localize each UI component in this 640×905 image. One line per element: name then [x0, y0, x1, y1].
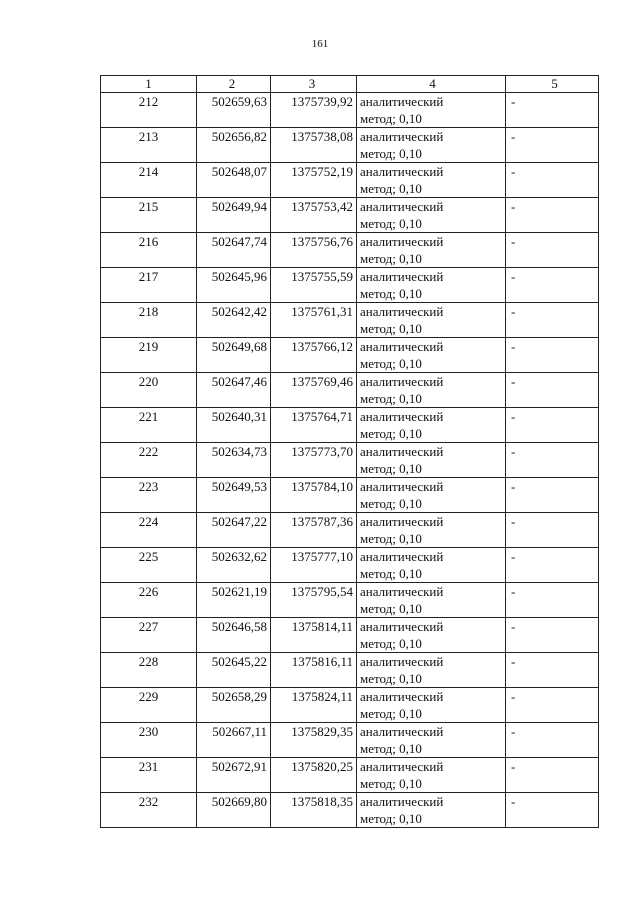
table-row	[101, 793, 599, 828]
method-line-1: аналитический	[360, 129, 444, 144]
note-cell: -	[506, 373, 599, 408]
method-cell	[357, 513, 506, 548]
note-cell: -	[506, 583, 599, 618]
method-cell	[357, 478, 506, 513]
table-row	[101, 268, 599, 303]
coordinate-x-cell: 502649,94	[197, 198, 271, 233]
method-line-1: аналитический	[360, 374, 444, 389]
method-cell	[357, 408, 506, 443]
page-number: 161	[311, 38, 329, 50]
header-col-5: 5	[506, 76, 599, 93]
method-line-2: метод; 0,10	[360, 566, 422, 581]
method-line-2: метод; 0,10	[360, 146, 422, 161]
coordinate-y-cell: 1375824,11	[271, 688, 357, 723]
table-row	[101, 618, 599, 653]
method-line-2: метод; 0,10	[360, 671, 422, 686]
coordinate-y-cell: 1375738,08	[271, 128, 357, 163]
table-row	[101, 443, 599, 478]
point-number-cell: 227	[101, 618, 197, 653]
note-cell: -	[506, 478, 599, 513]
table-row	[101, 93, 599, 128]
table-row	[101, 723, 599, 758]
coordinate-y-cell: 1375820,25	[271, 758, 357, 793]
coordinate-y-cell: 1375814,11	[271, 618, 357, 653]
note-cell: -	[506, 268, 599, 303]
coordinate-y-cell: 1375761,31	[271, 303, 357, 338]
method-line-2: метод; 0,10	[360, 741, 422, 756]
method-cell	[357, 233, 506, 268]
method-line-2: метод; 0,10	[360, 811, 422, 826]
method-line-2: метод; 0,10	[360, 426, 422, 441]
coordinate-y-cell: 1375784,10	[271, 478, 357, 513]
note-cell: -	[506, 758, 599, 793]
method-cell	[357, 443, 506, 478]
coordinate-x-cell: 502656,82	[197, 128, 271, 163]
note-cell: -	[506, 128, 599, 163]
point-number-cell: 218	[101, 303, 197, 338]
coordinate-x-cell: 502642,42	[197, 303, 271, 338]
coordinate-x-cell: 502634,73	[197, 443, 271, 478]
method-cell	[357, 723, 506, 758]
coordinate-y-cell: 1375756,76	[271, 233, 357, 268]
method-line-2: метод; 0,10	[360, 636, 422, 651]
table-header-row	[101, 76, 599, 93]
table-row	[101, 513, 599, 548]
method-line-1: аналитический	[360, 409, 444, 424]
method-line-2: метод; 0,10	[360, 706, 422, 721]
coordinate-y-cell: 1375818,35	[271, 793, 357, 828]
point-number-cell: 212	[101, 93, 197, 128]
table-row	[101, 688, 599, 723]
point-number-cell: 230	[101, 723, 197, 758]
method-line-1: аналитический	[360, 444, 444, 459]
note-cell: -	[506, 793, 599, 828]
coordinate-y-cell: 1375766,12	[271, 338, 357, 373]
note-cell: -	[506, 653, 599, 688]
table-row	[101, 198, 599, 233]
coordinate-y-cell: 1375769,46	[271, 373, 357, 408]
point-number-cell: 226	[101, 583, 197, 618]
method-cell	[357, 758, 506, 793]
point-number-cell: 232	[101, 793, 197, 828]
point-number-cell: 219	[101, 338, 197, 373]
note-cell: -	[506, 163, 599, 198]
coordinate-y-cell: 1375795,54	[271, 583, 357, 618]
point-number-cell: 222	[101, 443, 197, 478]
method-line-2: метод; 0,10	[360, 776, 422, 791]
table-row	[101, 583, 599, 618]
coordinate-x-cell: 502645,22	[197, 653, 271, 688]
point-number-cell: 214	[101, 163, 197, 198]
table-row	[101, 548, 599, 583]
coordinate-x-cell: 502647,22	[197, 513, 271, 548]
note-cell: -	[506, 338, 599, 373]
method-cell	[357, 373, 506, 408]
table-body	[101, 93, 599, 828]
method-cell	[357, 338, 506, 373]
method-line-2: метод; 0,10	[360, 216, 422, 231]
method-cell	[357, 548, 506, 583]
coordinate-x-cell: 502632,62	[197, 548, 271, 583]
method-cell	[357, 163, 506, 198]
method-line-2: метод; 0,10	[360, 461, 422, 476]
method-cell	[357, 618, 506, 653]
point-number-cell: 221	[101, 408, 197, 443]
note-cell: -	[506, 723, 599, 758]
coordinate-x-cell: 502648,07	[197, 163, 271, 198]
coordinate-x-cell: 502667,11	[197, 723, 271, 758]
method-line-2: метод; 0,10	[360, 111, 422, 126]
method-line-2: метод; 0,10	[360, 391, 422, 406]
coordinate-x-cell: 502669,80	[197, 793, 271, 828]
note-cell: -	[506, 408, 599, 443]
method-line-1: аналитический	[360, 759, 444, 774]
header-col-1: 1	[101, 76, 197, 93]
note-cell: -	[506, 198, 599, 233]
note-cell: -	[506, 513, 599, 548]
table-row	[101, 373, 599, 408]
method-line-2: метод; 0,10	[360, 496, 422, 511]
method-line-2: метод; 0,10	[360, 181, 422, 196]
point-number-cell: 229	[101, 688, 197, 723]
point-number-cell: 216	[101, 233, 197, 268]
note-cell: -	[506, 303, 599, 338]
point-number-cell: 223	[101, 478, 197, 513]
header-col-2: 2	[197, 76, 271, 93]
coordinate-x-cell: 502646,58	[197, 618, 271, 653]
coordinate-x-cell: 502659,63	[197, 93, 271, 128]
coordinate-y-cell: 1375739,92	[271, 93, 357, 128]
method-line-1: аналитический	[360, 794, 444, 809]
method-line-2: метод; 0,10	[360, 286, 422, 301]
point-number-cell: 220	[101, 373, 197, 408]
method-line-1: аналитический	[360, 234, 444, 249]
coordinate-x-cell: 502645,96	[197, 268, 271, 303]
coordinate-y-cell: 1375755,59	[271, 268, 357, 303]
method-line-1: аналитический	[360, 164, 444, 179]
method-cell	[357, 268, 506, 303]
coordinate-y-cell: 1375773,70	[271, 443, 357, 478]
method-line-1: аналитический	[360, 724, 444, 739]
coordinate-y-cell: 1375816,11	[271, 653, 357, 688]
method-line-1: аналитический	[360, 584, 444, 599]
note-cell: -	[506, 688, 599, 723]
coordinate-x-cell: 502672,91	[197, 758, 271, 793]
table-row	[101, 758, 599, 793]
coordinate-y-cell: 1375764,71	[271, 408, 357, 443]
point-number-cell: 231	[101, 758, 197, 793]
point-number-cell: 213	[101, 128, 197, 163]
note-cell: -	[506, 443, 599, 478]
table-row	[101, 478, 599, 513]
method-cell	[357, 198, 506, 233]
coordinate-x-cell: 502649,53	[197, 478, 271, 513]
point-number-cell: 215	[101, 198, 197, 233]
coordinates-table	[100, 75, 599, 828]
note-cell: -	[506, 548, 599, 583]
point-number-cell: 224	[101, 513, 197, 548]
coordinate-x-cell: 502658,29	[197, 688, 271, 723]
method-line-1: аналитический	[360, 304, 444, 319]
method-line-2: метод; 0,10	[360, 601, 422, 616]
method-line-2: метод; 0,10	[360, 356, 422, 371]
point-number-cell: 217	[101, 268, 197, 303]
coordinate-x-cell: 502649,68	[197, 338, 271, 373]
method-line-1: аналитический	[360, 479, 444, 494]
method-cell	[357, 583, 506, 618]
method-line-1: аналитический	[360, 619, 444, 634]
method-line-2: метод; 0,10	[360, 251, 422, 266]
method-cell	[357, 303, 506, 338]
table-row	[101, 408, 599, 443]
method-line-2: метод; 0,10	[360, 321, 422, 336]
table-row	[101, 128, 599, 163]
coordinate-y-cell: 1375753,42	[271, 198, 357, 233]
method-cell	[357, 688, 506, 723]
method-line-1: аналитический	[360, 549, 444, 564]
coordinate-x-cell: 502640,31	[197, 408, 271, 443]
method-line-1: аналитический	[360, 514, 444, 529]
coordinate-y-cell: 1375777,10	[271, 548, 357, 583]
method-cell	[357, 128, 506, 163]
method-line-1: аналитический	[360, 689, 444, 704]
table-row	[101, 338, 599, 373]
method-line-1: аналитический	[360, 339, 444, 354]
coordinate-x-cell: 502647,46	[197, 373, 271, 408]
point-number-cell: 228	[101, 653, 197, 688]
note-cell: -	[506, 233, 599, 268]
method-line-1: аналитический	[360, 654, 444, 669]
point-number-cell: 225	[101, 548, 197, 583]
table-row	[101, 303, 599, 338]
method-cell	[357, 93, 506, 128]
coordinate-x-cell: 502647,74	[197, 233, 271, 268]
table-row	[101, 233, 599, 268]
header-col-3: 3	[271, 76, 357, 93]
header-col-4: 4	[357, 76, 506, 93]
coordinate-y-cell: 1375829,35	[271, 723, 357, 758]
coordinate-y-cell: 1375752,19	[271, 163, 357, 198]
coordinate-y-cell: 1375787,36	[271, 513, 357, 548]
table-row	[101, 653, 599, 688]
method-cell	[357, 653, 506, 688]
coordinate-x-cell: 502621,19	[197, 583, 271, 618]
table-row	[101, 163, 599, 198]
note-cell: -	[506, 93, 599, 128]
method-line-1: аналитический	[360, 269, 444, 284]
method-line-1: аналитический	[360, 199, 444, 214]
method-line-2: метод; 0,10	[360, 531, 422, 546]
method-line-1: аналитический	[360, 94, 444, 109]
method-cell	[357, 793, 506, 828]
note-cell: -	[506, 618, 599, 653]
